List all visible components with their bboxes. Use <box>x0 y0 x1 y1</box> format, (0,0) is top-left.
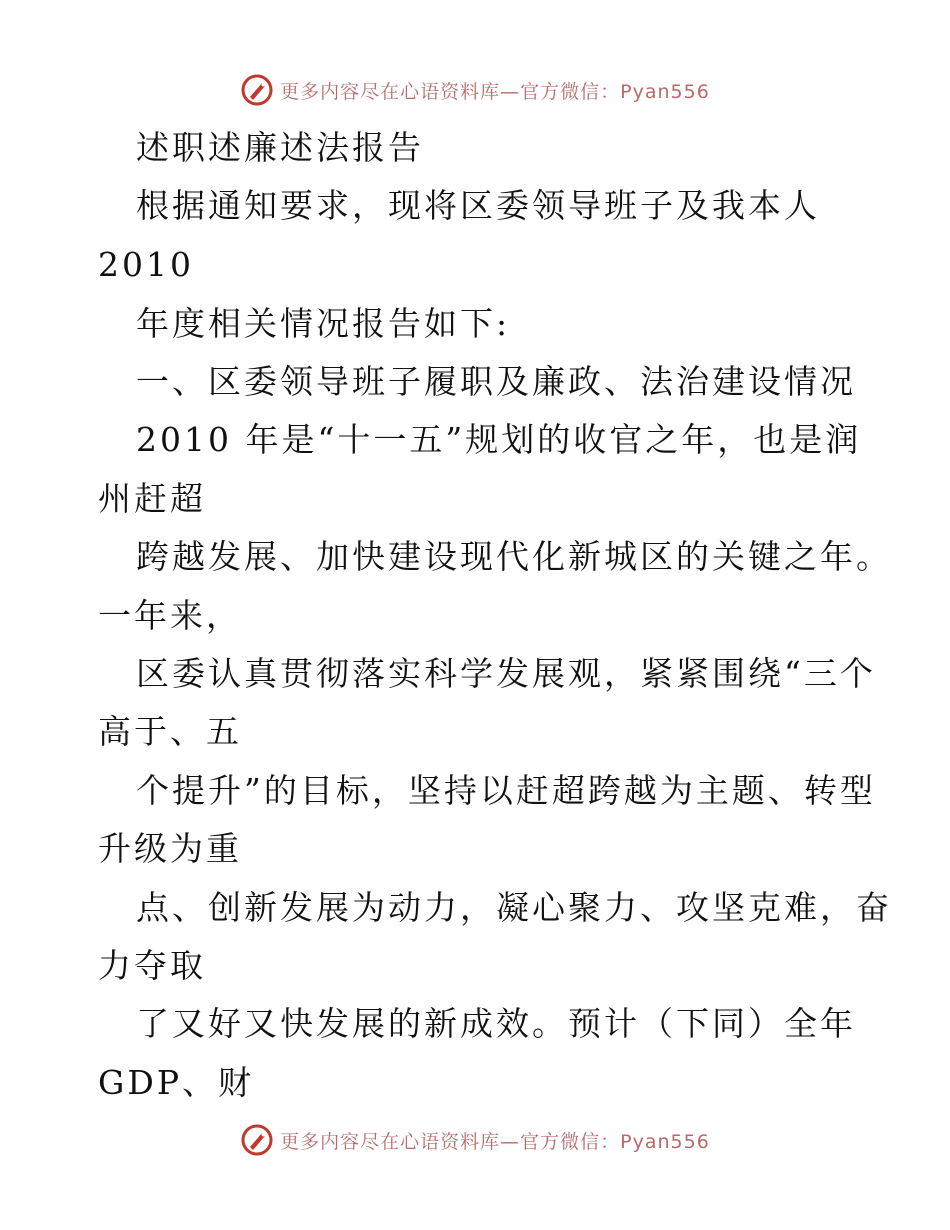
paragraph-line: 年度相关情况报告如下: <box>136 304 511 343</box>
paragraph-line: GDP、财 <box>98 1063 255 1102</box>
watermark-text: 更多内容尽在心语资料库—官方微信：Pyan556 <box>280 1130 710 1153</box>
watermark-text: 更多内容尽在心语资料库—官方微信：Pyan556 <box>280 80 710 103</box>
paragraph-line: 区委认真贯彻落实科学发展观，紧紧围绕“三个 <box>136 654 876 693</box>
paragraph-line: 跨越发展、加快建设现代化新城区的关键之年。 <box>136 537 892 576</box>
paragraph-line: 2010 年是“十一五”规划的收官之年，也是润 <box>136 420 862 459</box>
paragraph-line: 根据通知要求，现将区委领导班子及我本人 <box>136 186 820 225</box>
paragraph-line: 了又好又快发展的新成效。预计（下同）全年 <box>136 1004 856 1043</box>
pen-nib-logo-icon <box>240 1123 274 1157</box>
section-heading: 一、区委领导班子履职及廉政、法治建设情况 <box>136 362 856 401</box>
paragraph-line: 州赶超 <box>98 479 206 518</box>
paragraph-line: 一年来， <box>98 596 242 635</box>
watermark-header <box>0 70 950 110</box>
paragraph-line: 个提升”的目标，坚持以赶超跨越为主题、转型 <box>136 771 876 810</box>
paragraph-line: 力夺取 <box>98 946 206 985</box>
paragraph-line: 高于、五 <box>98 712 242 751</box>
paragraph-line: 升级为重 <box>98 829 242 868</box>
pen-nib-logo-icon <box>240 73 274 107</box>
paragraph-line: 2010 <box>98 245 194 284</box>
watermark-footer <box>0 1120 950 1160</box>
paragraph-line: 点、创新发展为动力，凝心聚力、攻坚克难，奋 <box>136 888 892 927</box>
doc-title: 述职述廉述法报告 <box>136 128 424 167</box>
